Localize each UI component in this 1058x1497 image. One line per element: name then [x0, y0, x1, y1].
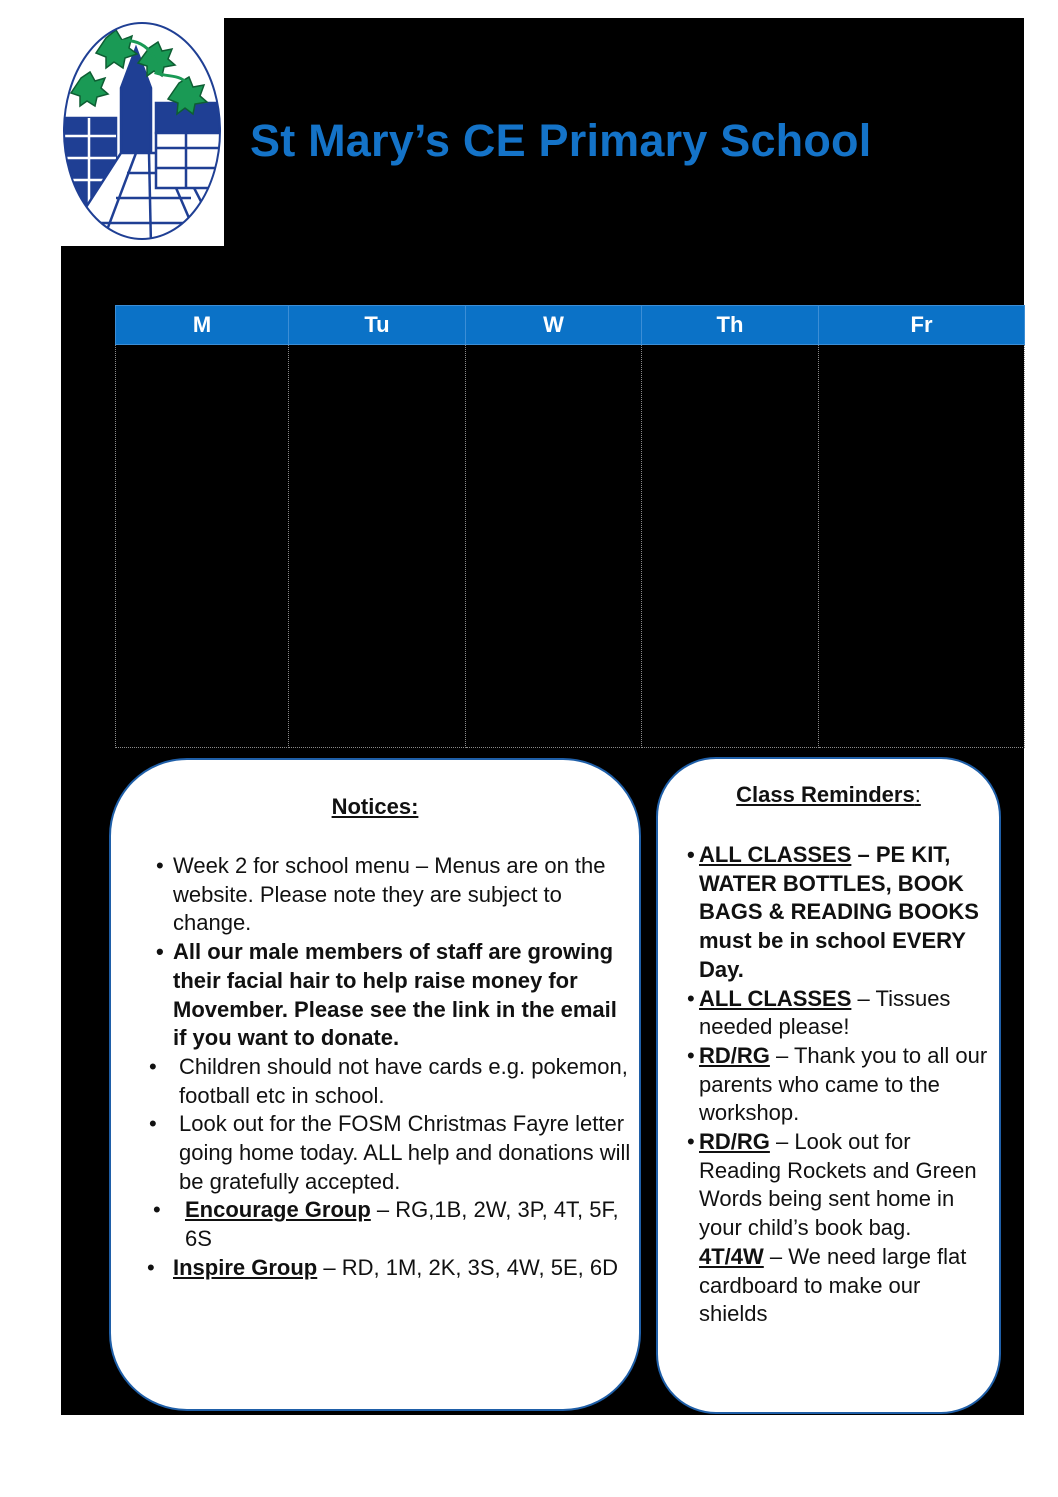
school-crest-icon [61, 18, 224, 246]
day-cell-monday [116, 345, 289, 748]
reminder-label: ALL CLASSES [699, 985, 852, 1011]
reminders-list [658, 841, 988, 1329]
day-cell-friday [819, 345, 1025, 748]
day-cell-wednesday [466, 345, 642, 748]
notice-item: • Encourage Group – RG,1B, 2W, 3P, 4T, 5F, 6S [111, 1196, 631, 1253]
reminder-item: • ALL CLASSES – Tissues needed please! [658, 985, 988, 1042]
reminder-item: • RD/RG – Thank you to all our parents who came to the workshop. [658, 1042, 988, 1128]
day-header-friday: Fr [819, 306, 1025, 345]
day-header-wednesday: W [466, 306, 642, 345]
reminder-label: 4T/4W [699, 1243, 764, 1269]
day-header-thursday: Th [642, 306, 819, 345]
day-cell-thursday [642, 345, 819, 748]
reminders-title: Class Reminders: [736, 782, 921, 807]
reminder-label: RD/RG [699, 1042, 770, 1068]
notice-item: • Children should not have cards e.g. pokemon, football etc in school. [111, 1053, 631, 1110]
notice-item: • Week 2 for school menu – Menus are on the website. Please note they are subject to change. [111, 852, 631, 938]
day-header-monday: M [116, 306, 289, 345]
notice-item: • All our male members of staff are growing their facial hair to help raise money for Movember. Please see the link in the email if you want to donate. [111, 938, 631, 1053]
notices-panel [109, 758, 641, 1411]
reminder-label: RD/RG [699, 1129, 770, 1155]
reminder-item: 4T/4W – We need large flat cardboard to make our shields [699, 1243, 967, 1327]
notices-title: Notices: [331, 794, 419, 819]
reminder-label: ALL CLASSES [699, 842, 852, 867]
notice-label: Encourage Group [185, 1197, 371, 1223]
school-name: St Mary’s CE Primary School [250, 115, 872, 166]
week-table [115, 305, 1025, 748]
notice-item: • Inspire Group – RD, 1M, 2K, 3S, 4W, 5E, 6D [111, 1254, 631, 1283]
notice-item: • Look out for the FOSM Christmas Fayre letter going home today. ALL help and donations will be gratefully accepted. [111, 1110, 631, 1196]
notices-list [111, 852, 631, 1283]
class-reminders-panel [656, 757, 1001, 1414]
reminder-item: • RD/RG – Look out for Reading Rockets and Green Words being sent home in your child’s book bag. [658, 1128, 988, 1243]
reminder-item: • ALL CLASSES – PE KIT, WATER BOTTLES, BOOK BAGS & READING BOOKS must be in school EVERY Day. [658, 841, 988, 985]
notice-label: Inspire Group [173, 1254, 318, 1280]
day-cell-tuesday [289, 345, 466, 748]
day-header-tuesday: Tu [289, 306, 466, 345]
